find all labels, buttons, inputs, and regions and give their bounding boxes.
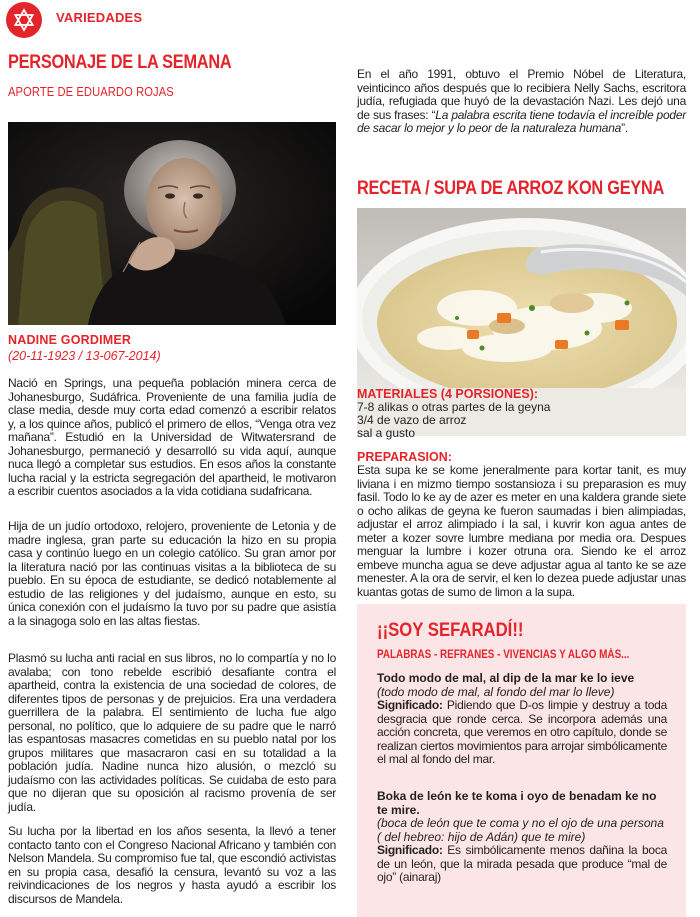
bio-paragraph: Su lucha por la libertad en los años sesenta, la llevó a tener contacto tanto con el Congreso Nacional Africano y también con Nelson Mandela. Su compromiso fue tal, que escondió activistas en su propia casa, desafió la censura, levantó su voz a las reivindicaciones de los negros y hasta ayudó a escribir los discursos de Mandela.	[8, 824, 337, 906]
star-of-david-icon	[6, 2, 42, 38]
nobel-text-end: ”.	[621, 121, 628, 135]
nadine-gordimer-portrait	[8, 122, 336, 325]
personaje-subtitle: APORTE DE EDUARDO ROJAS	[8, 84, 174, 99]
left-column	[8, 52, 337, 906]
materiales-item: sal a gusto	[357, 426, 416, 440]
refran-text: Boka de león ke te koma i oyo de benadam ke no te mire.	[377, 789, 657, 817]
bio-paragraph: Plasmó su lucha anti racial en sus libros, no lo compartía y no lo avalaba; con tono rebelde escribió desafiante contra el apartheid, contra la existencia de una sociedad de colores, de diferentes tipos de personas y de prejuicios. Era una verdadera guerrillera de la palabra. El sentimiento de lucha fue algo personal, no político, que lo adquiere de su padre que le narró las espantosas masacres cometidas en su pueblo natal por los grupos militares que masacraron casi en su totalidad a la población judía. Nadine nunca hizo alusión, o mezcló su judaísmo con las actividades políticas. Se cuidaba de esto para que no dijeran que su oposición al racismo provenía de ser judía.	[8, 651, 336, 814]
personaje-title: PERSONAJE DE LA SEMANA	[8, 52, 232, 73]
page-header	[0, 0, 700, 40]
materiales-list	[357, 401, 550, 440]
soy-sefaradi-box	[357, 604, 686, 917]
preparasion-text: Esta supa ke se kome jeneralmente para kortar tanit, es muy liviana i en mizmo tiempo sostansioza i su preparasion es muy fasil. Todo lo ke ay de azer es meter en una kaldera grande siete o ocho alikas de geyna ke fueron saumadas i bien alimpiadas, adjustar el arroz alimpiado i la sal, i kuvrir kon agua antes de meter a kozer sovre lumbre mediana por media ora. Despues menguar la lumbre i kozer otruna ora. Siendo ke el arroz embeve muncha agua se deve adjustar agua al tanto ke se aze menester. A la ora de servir, el ken lo dezea puede adjustar unas kuantas gotas de sumo de limon a la supa.	[357, 463, 686, 599]
refran-text: Todo modo de mal, al dip de la mar ke lo ieve	[377, 671, 635, 685]
receta-title: RECETA / SUPA DE ARROZ KON GEYNA	[357, 178, 665, 199]
refran-entry	[377, 790, 667, 885]
nobel-text: En el año 1991, obtuvo el Premio Nóbel de Literatura, veinticinco años después que lo recibiera Nelly Sachs, escritora judía, refugiada que huyó de la devastación Nazi. Les dejó una de sus frases: “	[357, 67, 686, 122]
significado-label: Significado:	[377, 698, 443, 712]
preparasion-heading: PREPARASION:	[357, 450, 452, 464]
sefaradi-title: ¡¡SOY SEFARADÍ!!	[377, 620, 524, 641]
significado-text: Pidiendo que D-os limpie y destruy a toda desgracia que ronde cerca. Se incorpora además una acción concreta, que veremos en otro capítulo, donde se realizan ciertos movimientos para arrojar simbólicamente el mal al fondo del mar.	[377, 698, 667, 766]
bio-paragraph: Hija de un judío ortodoxo, relojero, proveniente de Letonia y de madre inglesa, gran parte su educación la hizo en su propia casa y continúo luego en un colegio católico. Su gran amor por la literatura nació por las continuas visitas a la biblioteca de su pueblo. En su época de estudiante, se dedicó notablemente al estudio de las religiones y del judaísmo, aunque en esto, su única conexión con el judaísmo la tuvo por su padre que asistía a la sinagoga solo en las altas fiestas.	[8, 519, 336, 628]
materiales-heading: MATERIALES (4 PORSIONES):	[357, 387, 539, 401]
person-name: NADINE GORDIMER	[8, 333, 132, 347]
refran-entry	[377, 672, 667, 767]
refran-translation: (boca de león que te coma y no el ojo de una persona ( del hebreo: hijo de Adán) que te mire)	[377, 816, 664, 844]
sefaradi-subtitle: PALABRAS - REFRANES - VIVENCIAS Y ALGO MÁS...	[377, 649, 630, 661]
person-dates: (20-11-1923 / 13-067-2014)	[8, 349, 161, 363]
right-column	[357, 67, 686, 599]
significado-label: Significado:	[377, 843, 443, 857]
materiales-item: 7-8 alikas o otras partes de la geyna	[357, 400, 551, 414]
bio-paragraph: Nació en Springs, una pequeña población minera cerca de Johanesburgo, Sudáfrica. Proveniente de una familia judía de clase media, desde muy corta edad comenzó a escribir relatos y, a los quince años, publicó el primero de ellos, “Venga otra vez mañana”. Estudió en la Universidad de Witwatersrand de Johanesburgo, permaneció y desarrolló su vida aquí, aunque nuca llegó a completar sus estudios. En esos años la constante lucha racial y la estricta segregación del apartheid, le motivaron a escribir cuentos asociados a la vida cotidiana sudafricana.	[8, 376, 336, 498]
materiales-item: 3/4 de vazo de arroz	[357, 413, 467, 427]
refran-translation: (todo modo de mal, al fondo del mar lo lleve)	[377, 684, 615, 699]
section-label: VARIEDADES	[56, 10, 143, 25]
significado-text: Es simbólicamente menos dañina la boca de un león, que la mirada pesada que produce “mal de ojo” (ainaraj)	[377, 843, 667, 884]
nobel-quote: La palabra escrita tiene todavía el increíble poder de sacar lo mejor y lo peor de la naturaleza humana	[357, 107, 686, 135]
nobel-paragraph	[357, 68, 686, 136]
